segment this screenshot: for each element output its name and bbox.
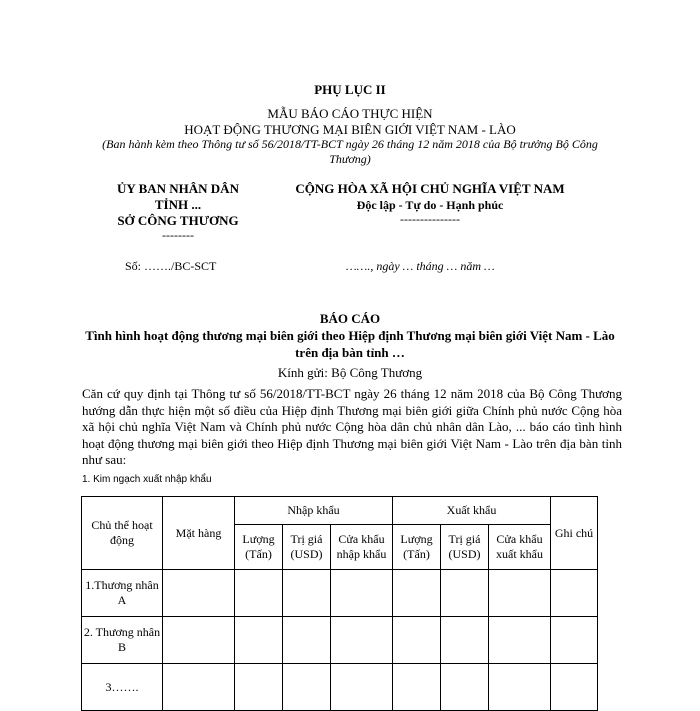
table-cell — [393, 570, 441, 617]
header-goods: Mặt hàng — [163, 497, 235, 570]
table-cell — [489, 664, 551, 711]
header-export: Xuất khẩu — [393, 497, 551, 525]
row-subject: 2. Thương nhân B — [82, 617, 163, 664]
table-cell — [551, 570, 598, 617]
table-cell — [393, 664, 441, 711]
table-cell — [331, 664, 393, 711]
section-title: 1. Kim ngạch xuất nhập khẩu — [82, 474, 212, 485]
row-subject: 1.Thương nhân A — [82, 570, 163, 617]
header-export-value: Trị giá (USD) — [441, 525, 489, 570]
report-title: BÁO CÁO — [319, 311, 381, 326]
table-cell — [489, 570, 551, 617]
trade-table — [81, 496, 598, 711]
table-cell — [551, 617, 598, 664]
header-notes: Ghi chú — [551, 497, 598, 570]
table-cell — [235, 570, 283, 617]
table-cell — [551, 664, 598, 711]
agency-line-1: ỦY BAN NHÂN DÂN — [117, 181, 239, 196]
intro-paragraph: Căn cứ quy định tại Thông tư số 56/2018/TT-BCT ngày 26 tháng 12 năm 2018 của Bộ Công Thương hướng dẫn thực hiện một số điều của Hiệp định Thương mại biên giới giữa Chính phủ nước Cộng hòa xã hội chủ nghĩa Việt Nam và Chính phủ nước Cộng hòa dân chủ nhân dân Lào, ... báo cáo tình hình hoạt động thương mại biên giới theo Hiệp định Thương mại biên giới Việt Nam - Lào trên địa bàn tỉnh như sau: — [82, 386, 622, 467]
agency-line-3: SỞ CÔNG THƯƠNG — [117, 213, 239, 228]
agency-line-2: TỈNH ... — [154, 197, 202, 212]
motto-divider: --------------- — [400, 212, 460, 226]
table-cell — [489, 617, 551, 664]
table-row — [82, 617, 598, 664]
table-row — [82, 664, 598, 711]
header-export-quantity: Lượng (Tấn) — [393, 525, 441, 570]
report-subtitle: Tình hình hoạt động thương mại biên giới theo Hiệp định Thương mại biên giới Việt Nam - Lào trên địa bàn tỉnh … — [85, 328, 615, 360]
table-cell — [393, 617, 441, 664]
form-title-line2: HOẠT ĐỘNG THƯƠNG MẠI BIÊN GIỚI VIỆT NAM - LÀO — [184, 122, 516, 137]
header-import: Nhập khẩu — [235, 497, 393, 525]
table-cell — [441, 570, 489, 617]
table-cell — [235, 664, 283, 711]
national-motto: Độc lập - Tự do - Hạnh phúc — [356, 198, 504, 212]
place-date: ……., ngày … tháng … năm … — [346, 259, 495, 273]
form-title-line1: MẪU BÁO CÁO THỰC HIỆN — [267, 106, 433, 121]
table-cell — [283, 570, 331, 617]
header-export-gate: Cửa khẩu xuất khẩu — [489, 525, 551, 570]
agency-divider: -------- — [162, 228, 194, 242]
table-cell — [331, 617, 393, 664]
national-title: CỘNG HÒA XÃ HỘI CHỦ NGHĨA VIỆT NAM — [295, 181, 565, 196]
header-import-quantity: Lượng (Tấn) — [235, 525, 283, 570]
header-import-value: Trị giá (USD) — [283, 525, 331, 570]
table-cell — [283, 617, 331, 664]
national-title-block — [275, 181, 585, 225]
header-subject: Chủ thể hoạt động — [82, 497, 163, 570]
table-cell — [235, 617, 283, 664]
document-number: Số: ……./BC-SCT — [125, 259, 217, 273]
appendix-title: PHỤ LỤC II — [314, 82, 386, 97]
issued-note: (Ban hành kèm theo Thông tư số 56/2018/TT-BCT ngày 26 tháng 12 năm 2018 của Bộ trưởng Bộ Công Thương) — [102, 137, 598, 166]
row-subject: 3……. — [82, 664, 163, 711]
issuing-agency-block — [98, 181, 258, 241]
table-cell — [441, 617, 489, 664]
table-cell — [163, 664, 235, 711]
table-cell — [283, 664, 331, 711]
table-cell — [441, 664, 489, 711]
header-import-gate: Cửa khẩu nhập khẩu — [331, 525, 393, 570]
table-cell — [163, 570, 235, 617]
addressee: Kính gửi: Bộ Công Thương — [277, 365, 423, 380]
table-cell — [331, 570, 393, 617]
table-row — [82, 570, 598, 617]
table-cell — [163, 617, 235, 664]
